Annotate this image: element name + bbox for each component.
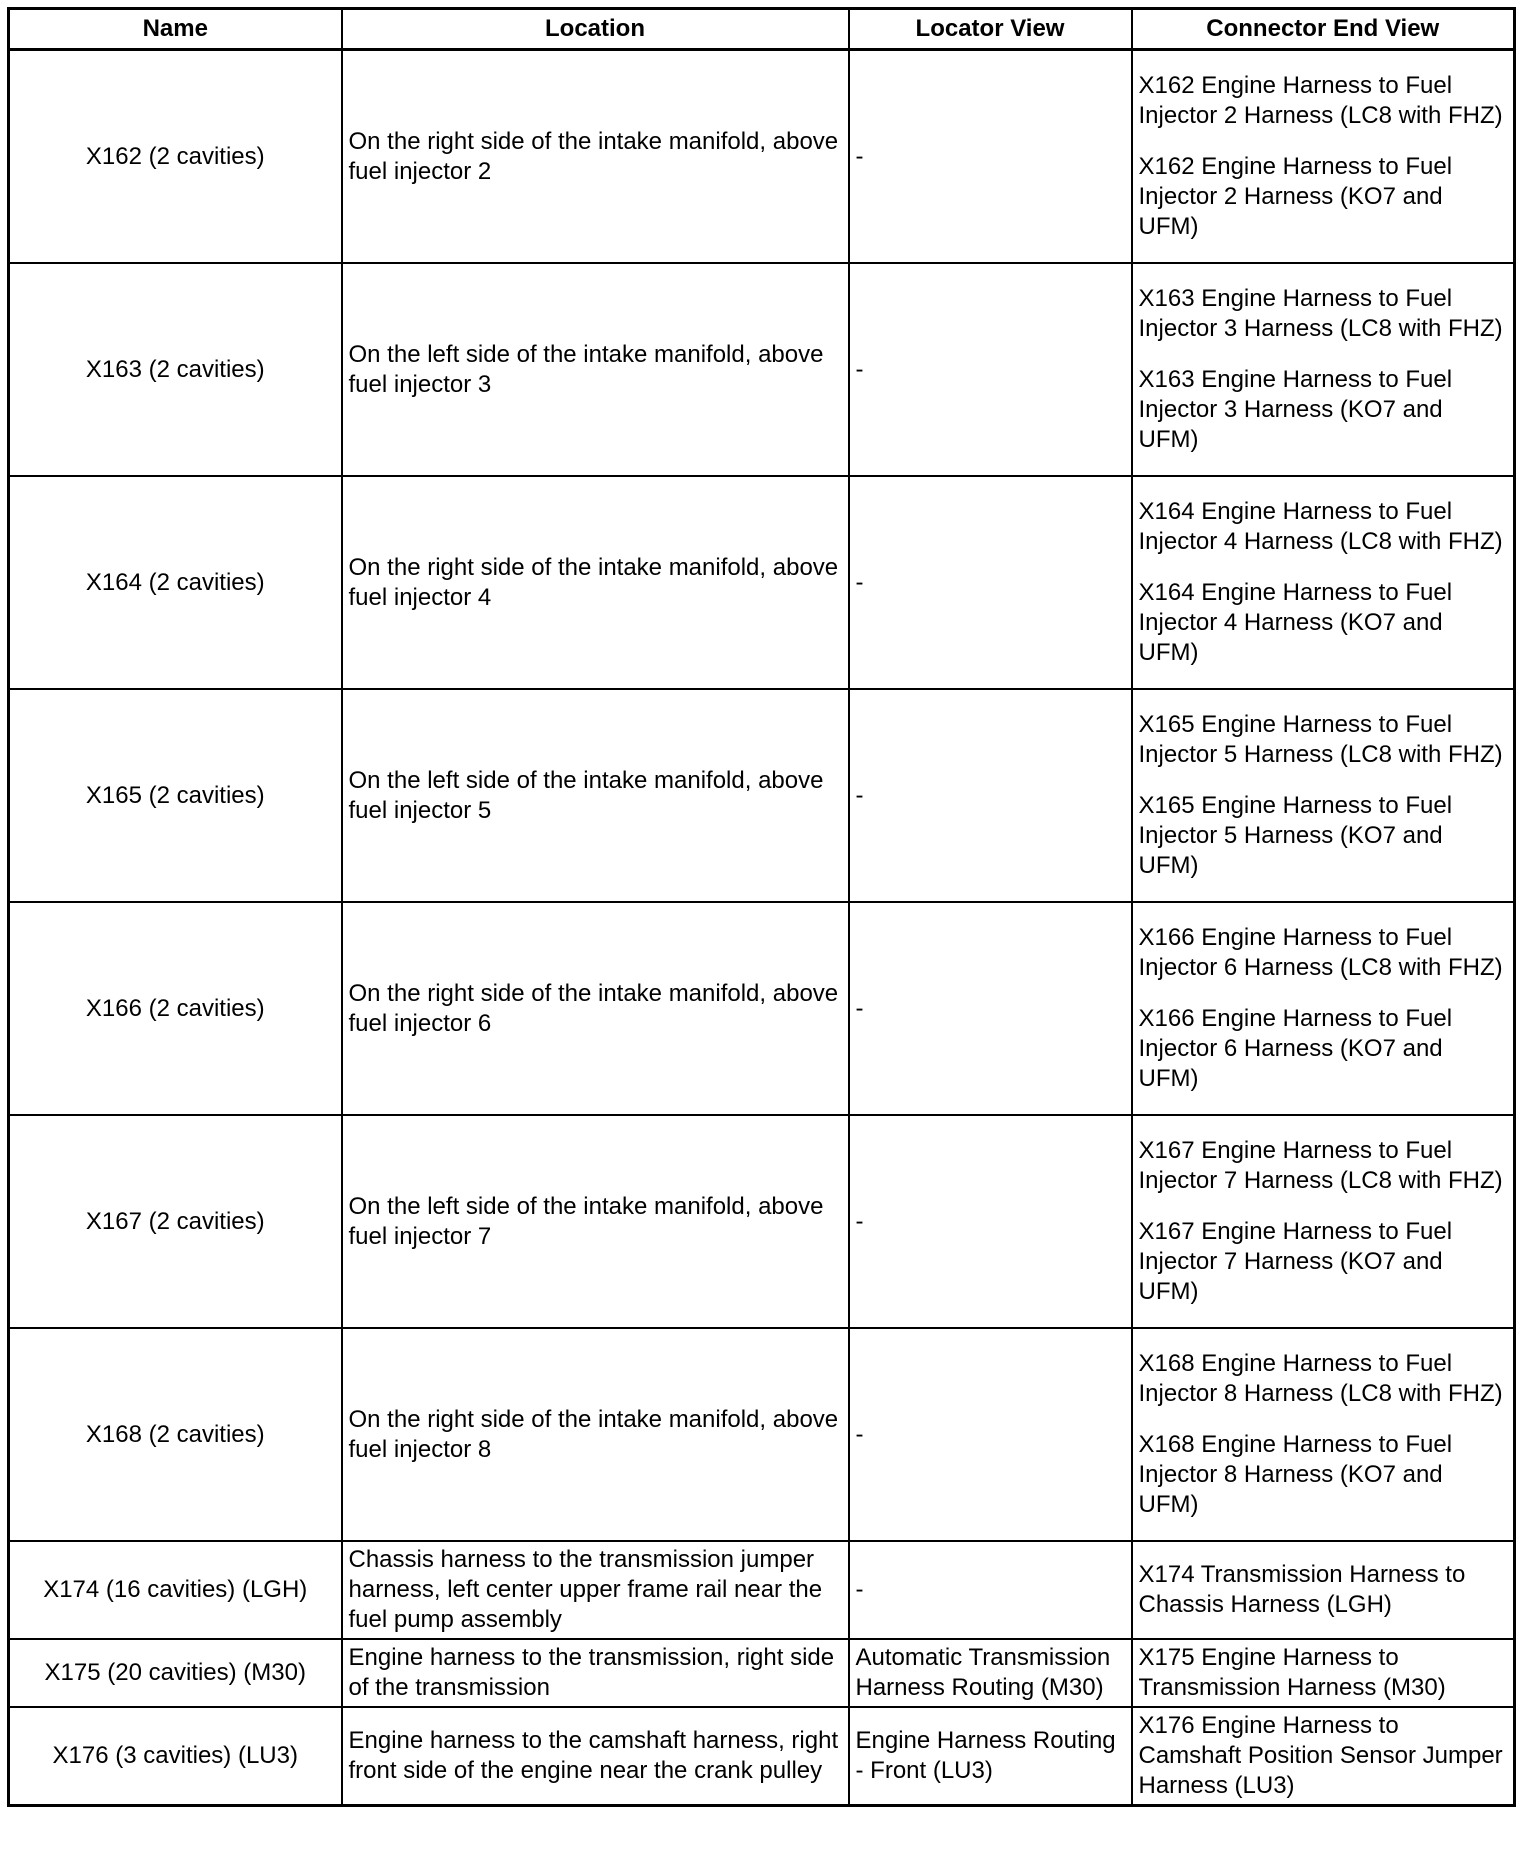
connector-end-view-link[interactable]: X164 Engine Harness to Fuel Injector 4 Harness (LC8 with FHZ): [1138, 498, 1503, 555]
connector-end-view-link[interactable]: X175 Engine Harness to Transmission Harness (M30): [1138, 1644, 1446, 1701]
cell-connector-end-view: [1132, 902, 1515, 1115]
cell-connector-end-view: [1132, 689, 1515, 902]
cell-name: X174 (16 cavities) (LGH): [9, 1541, 342, 1639]
connector-end-view-link[interactable]: X163 Engine Harness to Fuel Injector 3 Harness (LC8 with FHZ): [1138, 285, 1503, 342]
connector-end-view-link[interactable]: X174 Transmission Harness to Chassis Harness (LGH): [1138, 1561, 1466, 1618]
table-row: [9, 1541, 1515, 1639]
cell-locator-view: -: [849, 1328, 1132, 1541]
cell-location: On the left side of the intake manifold, above fuel injector 3: [342, 263, 849, 476]
table-row: [9, 902, 1515, 1115]
cell-location: On the right side of the intake manifold, above fuel injector 8: [342, 1328, 849, 1541]
table-row: [9, 263, 1515, 476]
cell-connector-end-view: [1132, 1541, 1515, 1639]
cell-locator-view-link[interactable]: Engine Harness Routing - Front (LU3): [849, 1707, 1132, 1806]
cell-location: Engine harness to the transmission, right side of the transmission: [342, 1639, 849, 1707]
cell-locator-view: -: [849, 50, 1132, 264]
table-row: [9, 476, 1515, 689]
cell-location: On the right side of the intake manifold, above fuel injector 6: [342, 902, 849, 1115]
cell-name: X166 (2 cavities): [9, 902, 342, 1115]
cell-location: On the right side of the intake manifold, above fuel injector 4: [342, 476, 849, 689]
cell-connector-end-view: [1132, 476, 1515, 689]
cell-location: On the left side of the intake manifold, above fuel injector 5: [342, 689, 849, 902]
cell-name: X175 (20 cavities) (M30): [9, 1639, 342, 1707]
cell-name: X164 (2 cavities): [9, 476, 342, 689]
header-connector-end-view: Connector End View: [1132, 9, 1515, 50]
connector-end-view-link[interactable]: X167 Engine Harness to Fuel Injector 7 Harness (KO7 and UFM): [1138, 1218, 1453, 1305]
cell-locator-view: -: [849, 263, 1132, 476]
cell-connector-end-view: [1132, 263, 1515, 476]
table-row: [9, 1328, 1515, 1541]
header-location: Location: [342, 9, 849, 50]
table-row: [9, 1115, 1515, 1328]
cell-locator-view: -: [849, 476, 1132, 689]
cell-location: On the right side of the intake manifold, above fuel injector 2: [342, 50, 849, 264]
connector-end-view-link[interactable]: X165 Engine Harness to Fuel Injector 5 Harness (KO7 and UFM): [1138, 792, 1453, 879]
connector-end-view-link[interactable]: X168 Engine Harness to Fuel Injector 8 Harness (KO7 and UFM): [1138, 1431, 1453, 1518]
header-name: Name: [9, 9, 342, 50]
cell-location: Chassis harness to the transmission jumper harness, left center upper frame rail near the fuel pump assembly: [342, 1541, 849, 1639]
table-row: [9, 1639, 1515, 1707]
connector-end-view-link[interactable]: X162 Engine Harness to Fuel Injector 2 Harness (KO7 and UFM): [1138, 153, 1453, 240]
cell-locator-view: -: [849, 902, 1132, 1115]
connector-end-view-link[interactable]: X164 Engine Harness to Fuel Injector 4 Harness (KO7 and UFM): [1138, 579, 1453, 666]
connector-table: [7, 7, 1516, 1807]
cell-name: X176 (3 cavities) (LU3): [9, 1707, 342, 1806]
cell-name: X163 (2 cavities): [9, 263, 342, 476]
connector-end-view-link[interactable]: X163 Engine Harness to Fuel Injector 3 Harness (KO7 and UFM): [1138, 366, 1453, 453]
cell-locator-view: -: [849, 1115, 1132, 1328]
cell-connector-end-view: [1132, 1328, 1515, 1541]
connector-end-view-link[interactable]: X167 Engine Harness to Fuel Injector 7 Harness (LC8 with FHZ): [1138, 1137, 1503, 1194]
connector-end-view-link[interactable]: X166 Engine Harness to Fuel Injector 6 Harness (KO7 and UFM): [1138, 1005, 1453, 1092]
cell-locator-view: -: [849, 689, 1132, 902]
header-row: [9, 9, 1515, 50]
cell-connector-end-view: [1132, 1115, 1515, 1328]
connector-end-view-link[interactable]: X165 Engine Harness to Fuel Injector 5 Harness (LC8 with FHZ): [1138, 711, 1503, 768]
cell-connector-end-view: [1132, 1639, 1515, 1707]
header-locator-view: Locator View: [849, 9, 1132, 50]
connector-end-view-link[interactable]: X168 Engine Harness to Fuel Injector 8 Harness (LC8 with FHZ): [1138, 1350, 1503, 1407]
cell-name: X162 (2 cavities): [9, 50, 342, 264]
cell-connector-end-view: [1132, 1707, 1515, 1806]
table-row: [9, 50, 1515, 264]
cell-connector-end-view: [1132, 50, 1515, 264]
connector-end-view-link[interactable]: X166 Engine Harness to Fuel Injector 6 Harness (LC8 with FHZ): [1138, 924, 1503, 981]
cell-location: On the left side of the intake manifold, above fuel injector 7: [342, 1115, 849, 1328]
cell-locator-view-link[interactable]: Automatic Transmission Harness Routing (M30): [849, 1639, 1132, 1707]
cell-name: X168 (2 cavities): [9, 1328, 342, 1541]
table-row: [9, 689, 1515, 902]
connector-end-view-link[interactable]: X176 Engine Harness to Camshaft Position Sensor Jumper Harness (LU3): [1138, 1712, 1503, 1799]
cell-location: Engine harness to the camshaft harness, right front side of the engine near the crank pulley: [342, 1707, 849, 1806]
connector-end-view-link[interactable]: X162 Engine Harness to Fuel Injector 2 Harness (LC8 with FHZ): [1138, 72, 1503, 129]
cell-name: X167 (2 cavities): [9, 1115, 342, 1328]
cell-locator-view: -: [849, 1541, 1132, 1639]
cell-name: X165 (2 cavities): [9, 689, 342, 902]
table-row: [9, 1707, 1515, 1806]
